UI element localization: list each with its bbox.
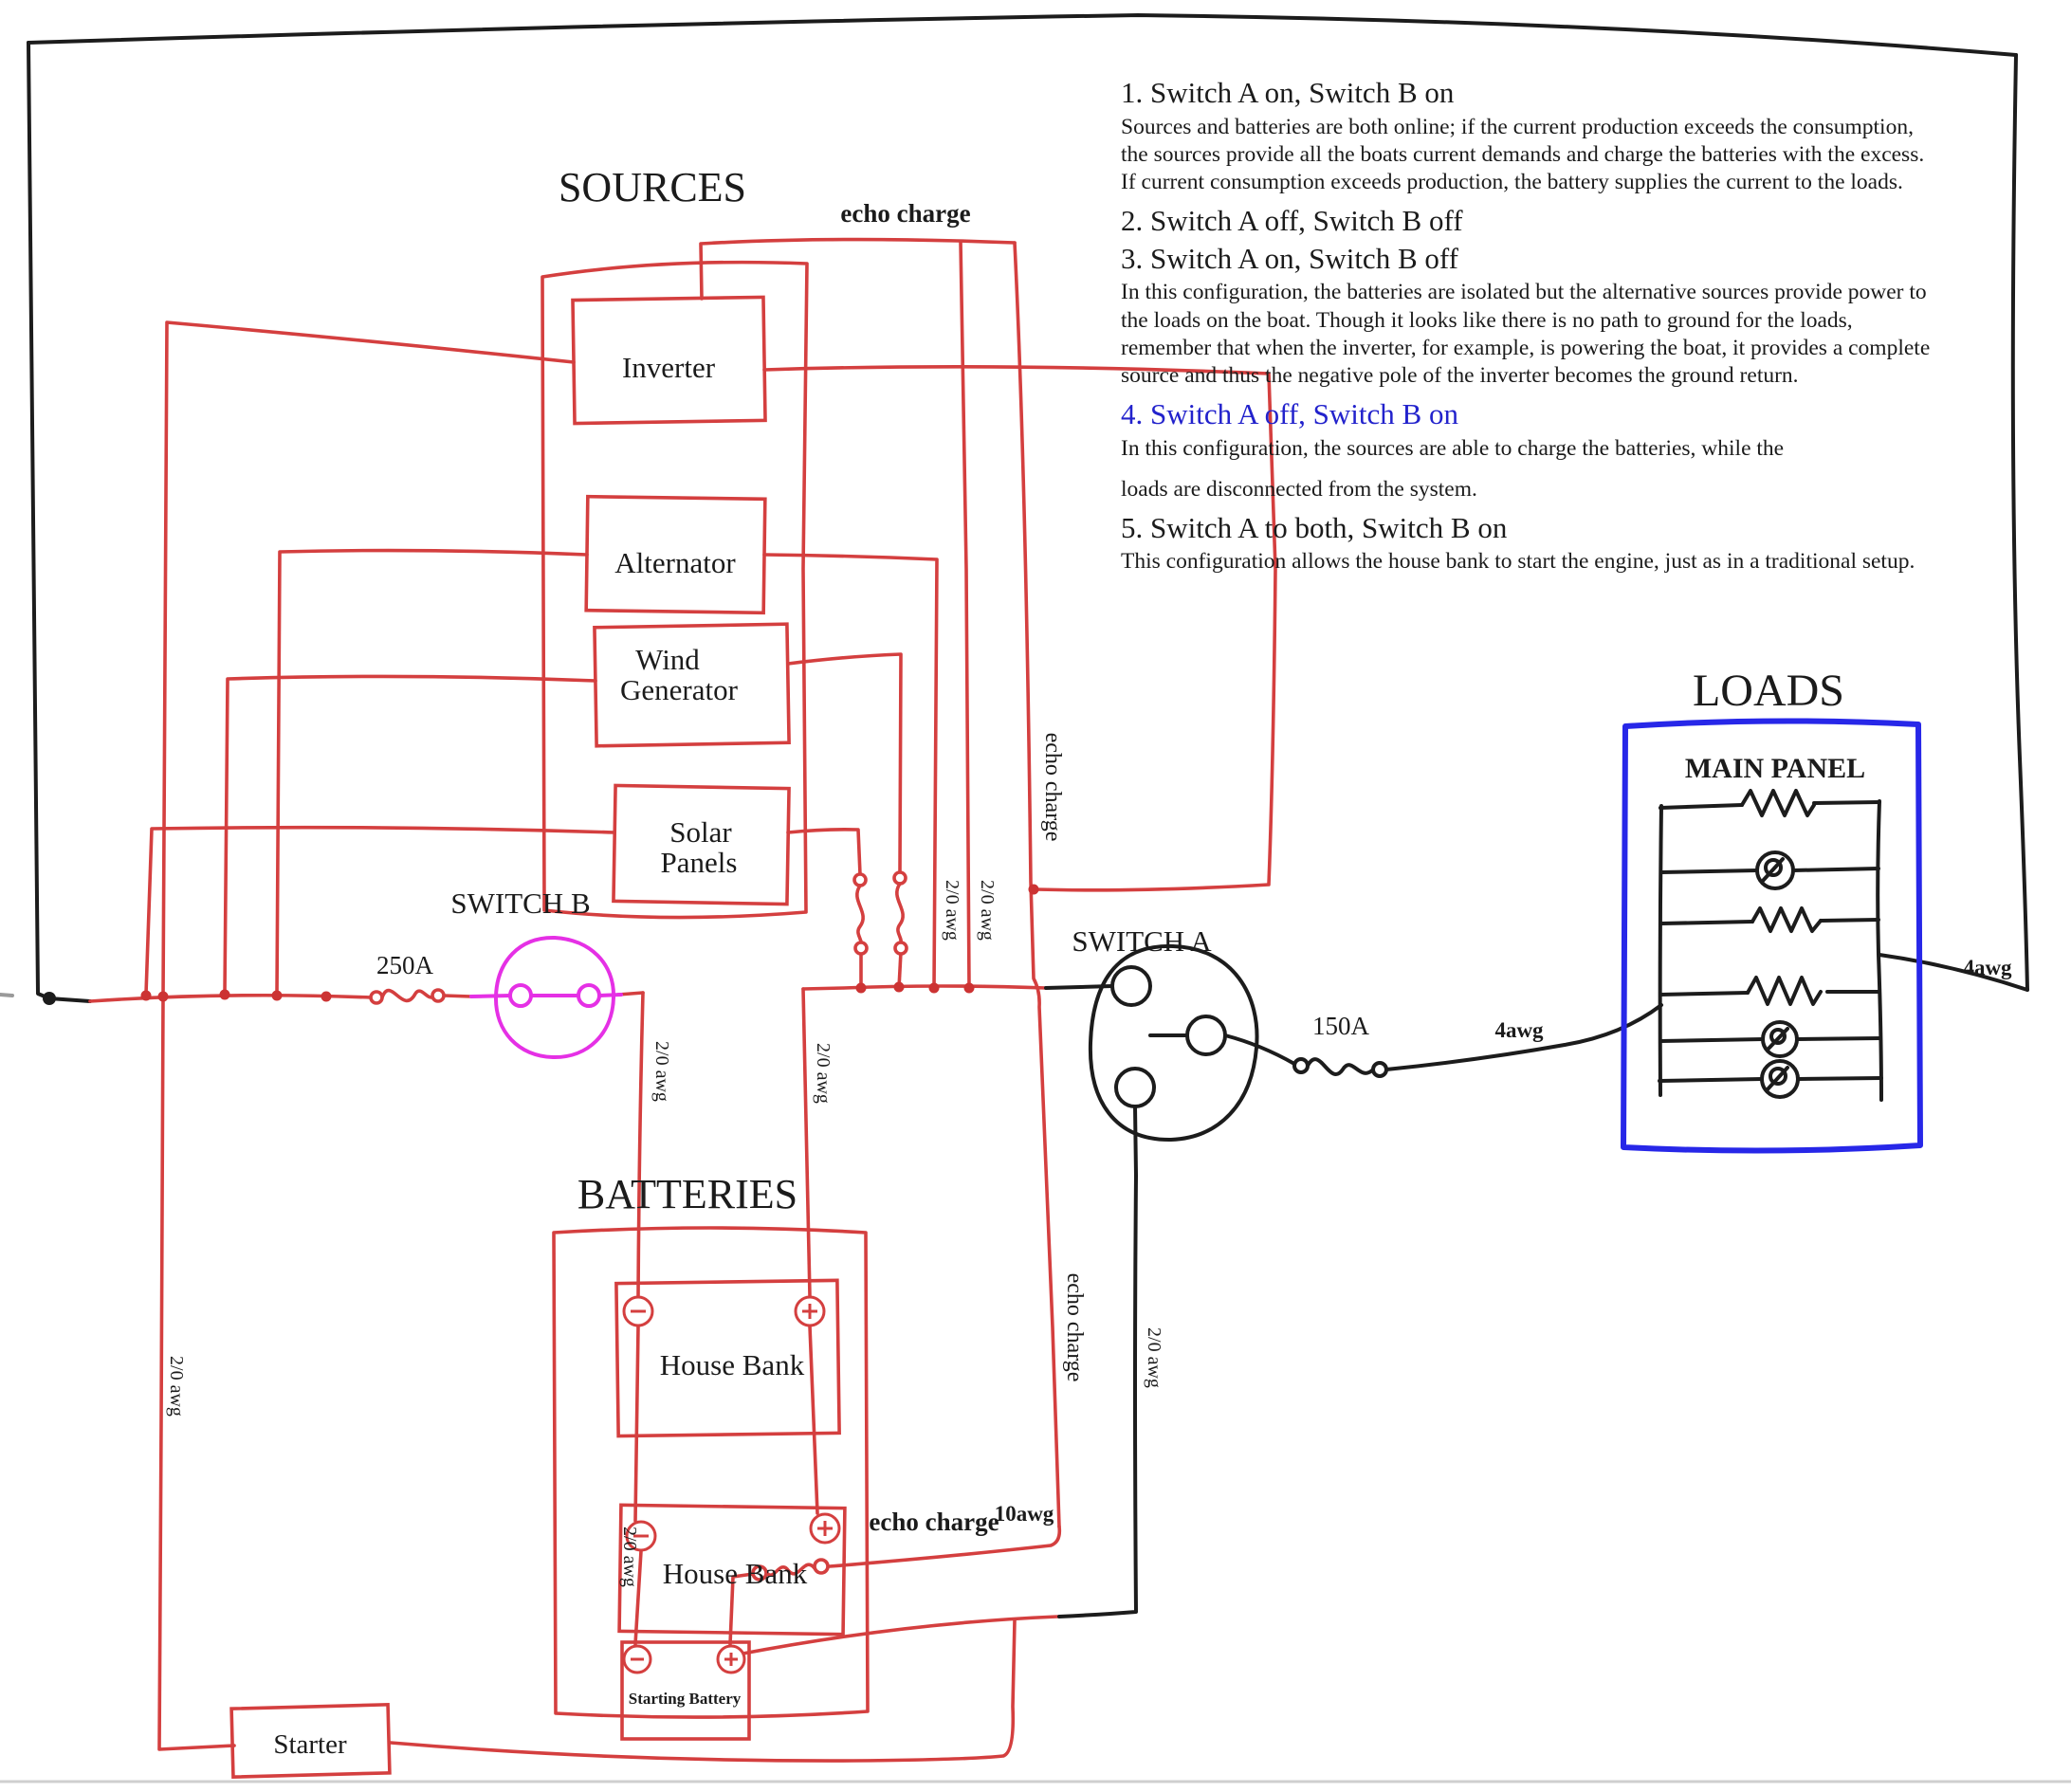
awg20-label-starter-wire: 2/0 awg [166,1356,187,1417]
echo-charge-label-low: echo charge [1062,1272,1087,1382]
note-3-heading: 3. Switch A on, Switch B off [1121,241,1458,275]
left-edge-tick [0,995,12,996]
red-wiring [90,240,1275,1778]
awg10-label: 10awg [994,1502,1054,1526]
note-1-body: Sources and batteries are both online; if the current production exceeds the consumption, the sources provide all the boats current demands and charge the batteries with the excess. If current consumption exceeds production, the battery supplies the current to the loads. [1121,114,1925,194]
note-2-heading: 2. Switch A off, Switch B off [1121,204,1463,238]
switch-b-terminal-left [510,985,531,1006]
house-bank-2-label: House Bank [662,1557,808,1590]
switch-a [1046,946,1661,1617]
loads-title: LOADS [1692,666,1845,716]
solar-panels-label-line1: Solar [669,815,732,849]
switch-a-terminal-1 [1112,967,1150,1005]
starting-battery-label: Starting Battery [628,1690,742,1708]
inverter-left-starter-wire [159,322,574,1749]
alternator-right-wire [764,555,937,988]
panel-circuit-resistor [1660,978,1879,1004]
note-4-body-line1: In this configuration, the sources are able to charge the batteries, while the [1121,435,1785,461]
house-plus-feeder-wire [803,989,810,1296]
echo-branch-wire [961,242,969,988]
plus-terminal-icon [811,1514,839,1543]
minus-terminal-icon [624,1297,652,1326]
awg4-label-panel: 4awg [1494,1018,1544,1042]
inverter-label: Inverter [621,351,716,384]
awg20-label-switcha-bottom: 2/0 awg [1144,1327,1164,1388]
solar-panels-label-line2: Panels [660,846,738,879]
fuse-windgen-icon [894,872,907,954]
awg20-label-minus-chain: 2/0 awg [619,1527,640,1587]
switch-a-terminal-2 [1187,1016,1225,1054]
wind-generator-label-line1: Wind [635,643,700,676]
note-4-body-line2: loads are disconnected from the system. [1121,476,1477,502]
fuse-250a-icon [371,990,444,1003]
awg4-label-corner: 4awg [1963,956,2012,979]
plus-terminal-icon [718,1646,744,1673]
windgen-left-wire [225,676,596,994]
minus-terminal-icon [624,1646,651,1673]
main-panel-ladder [1659,791,1881,1100]
panel-circuit-resistor [1661,908,1879,931]
lamp-icon [1757,852,1793,888]
perimeter-right-wire [2013,55,2027,990]
lamp-icon [1762,1061,1798,1097]
note-1-heading: 1. Switch A on, Switch B on [1121,76,1455,109]
note-5-body: This configuration allows the house bank to start the engine, just as in a traditional setup. [1121,549,1915,575]
echo-charge-label-bottom: echo charge [869,1508,999,1536]
note-4-heading: 4. Switch A off, Switch B on [1121,396,1458,430]
perimeter-left-wire [28,43,90,1001]
main-panel-label: MAIN PANEL [1684,753,1866,784]
panel-circuit-resistor [1660,791,1879,815]
bus-fuse-to-switchb [444,996,471,997]
alternator-left-wire [277,551,587,996]
panel-circuit-lamp [1660,1022,1880,1056]
fuse-150a-label: 150A [1312,1012,1369,1040]
inverter-top-echo-wire [701,240,1015,299]
awg20-label-minus-feeder: 2/0 awg [651,1041,672,1102]
switch-a-label: SWITCH A [1072,924,1212,958]
sources-title: SOURCES [558,164,747,210]
bus-right-segment [803,986,1046,989]
perimeter-top-wire [28,15,2016,55]
panel-circuit-lamp [1661,852,1879,888]
solar-right-wire [788,830,860,874]
note-5-heading: 5. Switch A to both, Switch B on [1121,510,1508,544]
ground-junction-dot [43,992,56,1005]
resistor-icon [1748,978,1821,1004]
switch-a-terminal-both [1116,1069,1154,1106]
fuse-250a-label: 250A [376,951,433,979]
switch-a-input-stub [1046,986,1112,988]
plus-terminal-icon [796,1297,824,1326]
house-minus-feeder-wire [638,993,643,1296]
resistor-icon [1742,791,1814,815]
plus-chain-wire [810,1326,817,1513]
house-bank-1-label: House Bank [659,1348,805,1381]
panel-right-rail [1878,801,1881,1100]
minus-chain-wire-1 [635,1326,638,1521]
awg20-label-inverter-feeder: 2/0 awg [942,880,962,941]
switch-b-label: SWITCH B [450,887,591,920]
resistor-icon [1752,908,1821,931]
echo-charge-vertical-wire [1015,243,1059,1527]
note-3-body: In this configuration, the batteries are isolated but the alternative sources provide power to the loads on the boat. Though it looks like there is no path to ground for the loads, remember that when the inverter, for example, is powering the boat, it provides a complete source and thus the negative pole of the inverter becomes the ground return. [1121,280,1931,388]
fuse-150a-icon [1294,1059,1386,1076]
awg20-label-plus-feeder: 2/0 awg [813,1043,834,1104]
panel-circuit-lamp [1659,1061,1881,1097]
panel-left-rail [1660,806,1661,1095]
switch-b [471,938,621,1057]
starter-label: Starter [273,1729,347,1760]
wind-generator-label-line2: Generator [620,673,738,706]
echo-charge-label-mid: echo charge [1040,732,1065,842]
switch-b-terminal-right [578,985,599,1006]
fuse-solar-icon [854,874,867,954]
awg20-label-echo-feeder: 2/0 awg [977,880,998,941]
start-plus-horizontal-wire [738,1617,1057,1655]
batteries-title: BATTERIES [577,1171,798,1217]
alternator-label: Alternator [614,546,736,579]
lamp-icon [1763,1022,1797,1056]
switch-configuration-notes [1121,74,1938,582]
echo-charge-label-top: echo charge [840,199,971,228]
